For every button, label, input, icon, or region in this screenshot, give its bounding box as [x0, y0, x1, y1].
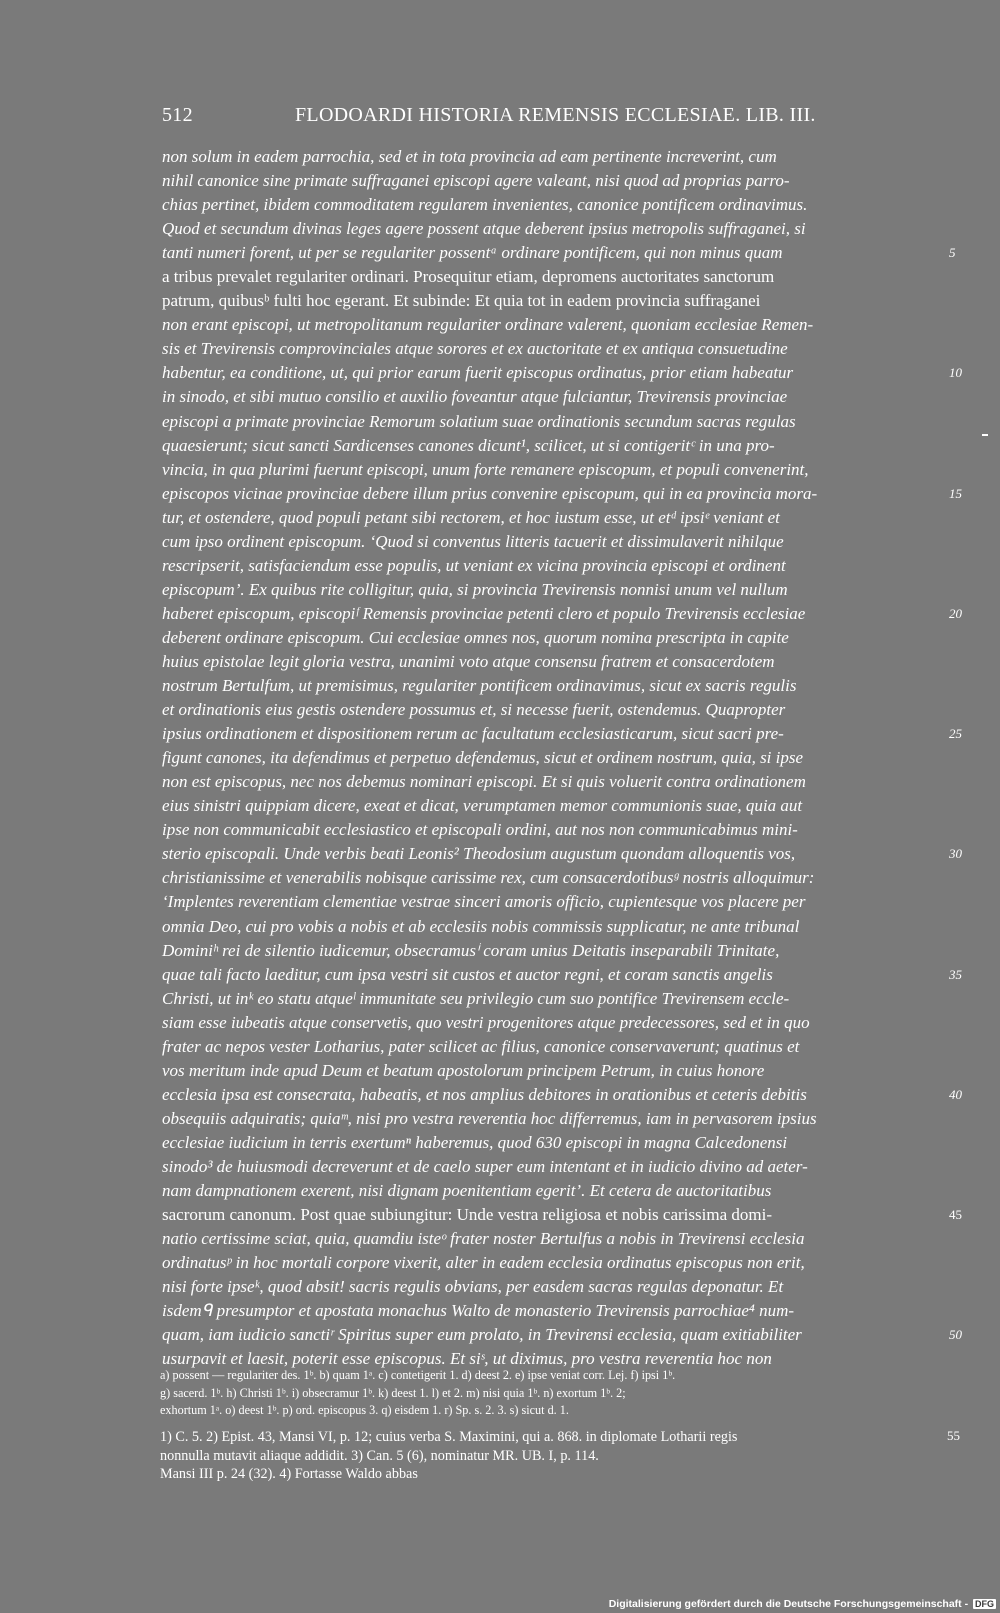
running-title: FLODOARDI HISTORIA REMENSIS ECCLESIAE. LIB. III. — [295, 104, 816, 126]
footnote-line: nonnulla mutavit aliaque addidit. 3) Can. 5 (6), nominatur MR. UB. I, p. 114. — [160, 1447, 599, 1464]
text-line — [162, 866, 942, 890]
text-line-content: cum ipso ordinent episcopum. ‘Quod si conventus litteris tacuerit et dissimulaverit nihilque — [162, 531, 784, 551]
line-number: 25 — [949, 726, 962, 742]
text-line — [162, 650, 942, 674]
dfg-logo: DFG — [975, 1599, 994, 1609]
text-line-content: patrum, quibusᵇ fulti hoc egerant. Et subinde: Et quia tot in eadem provincia suffraganei — [162, 291, 761, 311]
text-line — [162, 890, 942, 914]
text-line-content: tanti numeri forent, ut per se regulariter possentᵃ ordinare pontificem, qui non minus quam — [162, 243, 783, 263]
text-line — [162, 746, 942, 770]
text-line-content: nihil canonice sine primate suffraganei episcopi agere valeant, nisi quod ad proprias parro- — [162, 171, 790, 191]
text-line — [162, 193, 942, 217]
text-line — [162, 1155, 942, 1179]
text-line-content: a tribus prevalet regulariter ordinari. Prosequitur etiam, depromens auctoritates sanctorum — [162, 267, 775, 287]
text-line-content: obsequiis adquiratis; quiaᵐ, nisi pro vestra reverentia hoc differremus, iam in pervasorem ipsius — [162, 1108, 817, 1128]
text-line-content: haberet episcopum, episcopiᶠ Remensis provinciae petenti clero et populo Trevirensis ecclesiae — [162, 603, 806, 623]
text-line — [162, 265, 942, 289]
text-line-content: siam esse iubeatis atque conservetis, quo vestri progenitores atque predecessores, sed et in quo — [162, 1012, 810, 1032]
text-line — [162, 458, 942, 482]
text-line-content: sis et Trevirensis comprovinciales atque sorores et ex auctoritate et ex antiqua consuetudine — [162, 339, 788, 359]
text-line-content: christianissime et venerabilis nobisque carissime rex, cum consacerdotibusᵍ nostris alloquimur: — [162, 868, 815, 888]
text-line-content: non solum in eadem parrochia, sed et in tota provincia ad eam pertinente increverint, cum — [162, 147, 777, 166]
text-line — [162, 1131, 942, 1155]
text-line-content: ecclesia ipsa est consecrata, habeatis, et nos amplius debitores in orationibus et ceteris debitis — [162, 1084, 807, 1104]
text-line — [162, 698, 942, 722]
digitization-credit — [609, 1598, 996, 1610]
text-line — [162, 1251, 942, 1275]
text-line-content: natio certissime sciat, quia, quamdiu isteᵒ frater noster Bertulfus a nobis in Trevirensi ecclesia — [162, 1229, 805, 1249]
line-number: 30 — [949, 846, 962, 862]
text-line — [162, 578, 942, 602]
text-line-content: Dominiʰ rei de silentio iudicemur, obsecramusⁱ coram unius Deitatis inseparabili Trinitate, — [162, 940, 780, 960]
text-line — [162, 987, 942, 1011]
apparatus-line: exhortum 1ᵃ. o) deest 1ᵇ. p) ord. episcopus 3. q) eisdem 1. r) Sp. s. 2. 3. s) sicut d. 1. — [160, 1403, 569, 1417]
text-line-content: vincia, in qua plurimi fuerunt episcopi, unum forte remanere episcopum, et populi convenerint, — [162, 459, 809, 479]
text-line-content: episcopum’. Ex quibus rite colligitur, quia, si provincia Trevirensis nonnisi unum vel nullum — [162, 579, 788, 599]
text-line — [162, 915, 942, 939]
text-line — [162, 1059, 942, 1083]
text-line-content: nam dampnationem exerent, nisi dignam poenitentiam egerit’. Et cetera de auctoritatibus — [162, 1181, 772, 1201]
text-line — [162, 385, 942, 409]
text-line-content: Quod et secundum divinas leges agere possent atque deberent ipsius metropolis suffraganei, si — [162, 219, 806, 239]
text-line-content: figunt canones, ita defendimus et perpetuo defendemus, sicut et ordinem nostrum, quia, si ipse — [162, 748, 804, 768]
text-line-content: chias pertinet, ibidem commoditatem regularem invenientes, canonice pontificem ordinavimus. — [162, 195, 808, 215]
text-line-content: quaesierunt; sicut sancti Sardicenses canones dicunt¹, scilicet, ut si contigeritᶜ in una pro- — [162, 435, 775, 455]
text-line-content: ordinatusᵖ in hoc mortali corpore vixerit, alter in eadem ecclesia ordinatus episcopus non erit, — [162, 1253, 805, 1273]
text-line-content: usurpavit et laesit, poterit esse episcopus. Et siˢ, ut diximus, pro vestra reverentia hoc non — [162, 1349, 772, 1369]
text-line — [162, 1035, 942, 1059]
text-line-content: episcopi a primate provinciae Remorum solatium suae ordinationis secundum sacras regulas — [162, 411, 796, 431]
line-number: 15 — [949, 485, 962, 501]
text-line-content: quam, iam iudicio sanctiʳ Spiritus super eum prolato, in Trevirensi ecclesia, quam exitiabiliter — [162, 1325, 802, 1345]
text-line — [162, 530, 942, 554]
text-line-content: et ordinationis eius gestis ostendere possumus et, si necesse fuerit, ostendemus. Quapropter — [162, 700, 786, 720]
text-line — [162, 337, 942, 361]
footnote-line-number: 55 — [947, 1428, 960, 1443]
line-number: 45 — [949, 1207, 962, 1223]
text-line-content: sinodo³ de huiusmodi decreverunt et de caelo super eum intentant et in iudicio divino ad aeter- — [162, 1156, 808, 1176]
text-line-content: huius epistolae legit gloria vestra, unanimi voto atque consensu fratrem et consacerdotem — [162, 651, 775, 671]
footnote-line: 1) C. 5. 2) Epist. 43, Mansi VI, p. 12; cuius verba S. Maximini, qui a. 868. in diplomate Lotharii regis — [160, 1429, 738, 1445]
text-line-content: ipse non communicabit ecclesiastico et episcopali ordini, aut nos non communicabimus mini- — [162, 820, 798, 840]
text-line-content: Christi, ut inᵏ eo statu atqueˡ immunitate seu privilegio cum suo pontifice Trevirensem eccle- — [162, 988, 790, 1008]
text-line — [162, 1083, 962, 1107]
main-text — [162, 145, 962, 1371]
text-line — [162, 818, 942, 842]
text-line — [162, 1107, 942, 1131]
running-header — [162, 104, 817, 130]
text-line — [162, 939, 942, 963]
text-line — [162, 554, 942, 578]
text-line — [162, 722, 962, 746]
text-line — [162, 217, 942, 241]
text-line — [162, 1227, 942, 1251]
text-line — [162, 1011, 942, 1035]
apparatus-line: g) sacerd. 1ᵇ. h) Christi 1ᵇ. i) obsecramur 1ᵇ. k) deest 1. l) et 2. m) nisi quia 1ᵇ. n) exortum 1ᵇ. 2; — [160, 1385, 626, 1400]
text-line — [162, 241, 956, 265]
text-line — [162, 626, 942, 650]
text-line — [162, 506, 942, 530]
text-line — [162, 482, 962, 506]
text-line-content: ipsius ordinationem et dispositionem rerum ac facultatum ecclesiasticarum, sicut sacri pre- — [162, 724, 784, 744]
text-line — [162, 313, 942, 337]
text-line-content: omnia Deo, cui pro vobis a nobis et ab ecclesiis nobis commissis supplicatur, ne ante tribunal — [162, 916, 800, 936]
text-line — [162, 361, 962, 385]
text-line-content: habentur, ea conditione, ut, qui prior earum fuerit episcopus ordinatus, prior etiam habeatur — [162, 363, 794, 383]
text-line — [162, 963, 962, 987]
text-line — [162, 169, 942, 193]
text-line-content: non est episcopus, nec nos debemus nominari episcopi. Et si quis voluerit contra ordinationem — [162, 772, 806, 792]
text-line — [162, 434, 942, 458]
text-line — [162, 842, 962, 866]
footnotes — [160, 1428, 940, 1484]
margin-mark — [982, 434, 988, 436]
line-number: 20 — [949, 605, 962, 621]
text-line — [162, 1275, 942, 1299]
text-line — [162, 410, 942, 434]
text-line-content: vos meritum inde apud Deum et beatum apostolorum principem Petrum, in cuius honore — [162, 1060, 765, 1080]
text-line-content: quae tali facto laeditur, cum ipsa vestri sit custos et auctor regni, et coram sanctis angelis — [162, 964, 773, 984]
line-number: 5 — [949, 245, 956, 261]
footnote-line: Mansi III p. 24 (32). 4) Fortasse Waldo abbas — [160, 1466, 418, 1482]
critical-apparatus — [160, 1367, 940, 1420]
apparatus-line: a) possent — regulariter des. 1ᵇ. b) quam 1ᵃ. c) contetigerit 1. d) deest 2. e) ipse veniat corr. Lej. f) ipsi 1ᵇ. — [160, 1368, 676, 1382]
text-line — [162, 794, 942, 818]
text-line-content: sacrorum canonum. Post quae subiungitur: Unde vestra religiosa et nobis carissima domi- — [162, 1205, 772, 1225]
credit-text: Digitalisierung gefördert durch die Deutsche Forschungsgemeinschaft - — [608, 1598, 969, 1610]
text-line — [162, 674, 942, 698]
text-line-content: episcopos vicinae provinciae debere illum prius convenire episcopum, qui in ea provincia mora- — [162, 483, 818, 503]
text-line-content: tur, et ostendere, quod populi petant sibi rectorem, et hoc iustum esse, ut etᵈ ipsiᵉ veniant et — [162, 507, 780, 527]
text-line — [162, 289, 942, 313]
text-line — [162, 1299, 942, 1323]
text-line-content: in sinodo, et sibi mutuo consilio et auxilio foveantur atque fulciantur, Trevirensis provinciae — [162, 387, 788, 407]
text-line-content: eius sinistri quippiam dicere, exeat et dicat, verumptamen memor communionis suae, quia aut — [162, 796, 803, 816]
line-number: 10 — [949, 365, 962, 381]
text-line-content: nisi forte ipseᵏ, quod absit! sacris regulis obvians, per easdem sacras regulas deponatur. Et — [162, 1277, 784, 1297]
text-line-content: ecclesiae iudicium in terris exertumⁿ haberemus, quod 630 episcopi in magna Calcedonensi — [162, 1132, 788, 1152]
text-line — [162, 602, 962, 626]
text-line — [162, 1203, 962, 1227]
line-number: 40 — [949, 1086, 962, 1102]
text-line-content: nostrum Bertulfum, ut premisimus, regulariter pontificem ordinavimus, sicut ex sacris regulis — [162, 676, 797, 696]
text-line — [162, 1179, 942, 1203]
text-line-content: isdemᑫ presumptor et apostata monachus Walto de monasterio Trevirensis parrochiae⁴ num- — [162, 1301, 795, 1321]
text-line — [162, 1323, 962, 1347]
text-line-content: frater ac nepos vester Lotharius, pater scilicet ac filius, canonice conservaverunt; quatinus et — [162, 1036, 800, 1056]
text-line-content: ‘Implentes reverentiam clementiae vestrae sinceri amoris officio, cupientesque vos placere per — [162, 892, 806, 912]
line-number: 50 — [949, 1327, 962, 1343]
text-line-content: deberent ordinare episcopum. Cui ecclesiae omnes nos, quorum nomina prescripta in capite — [162, 627, 789, 647]
page-number: 512 — [162, 104, 193, 126]
text-line-content: rescripserit, satisfaciendum esse populis, ut veniant ex vicina provincia episcopi et ordinent — [162, 555, 786, 575]
text-line-content: sterio episcopali. Unde verbis beati Leonis² Theodosium augustum quondam alloquentis vos, — [162, 844, 796, 864]
line-number: 35 — [949, 966, 962, 982]
text-line — [162, 770, 942, 794]
text-line — [162, 145, 942, 169]
text-line-content: non erant episcopi, ut metropolitanum regulariter ordinare valerent, quoniam ecclesiae Remen- — [162, 315, 814, 335]
